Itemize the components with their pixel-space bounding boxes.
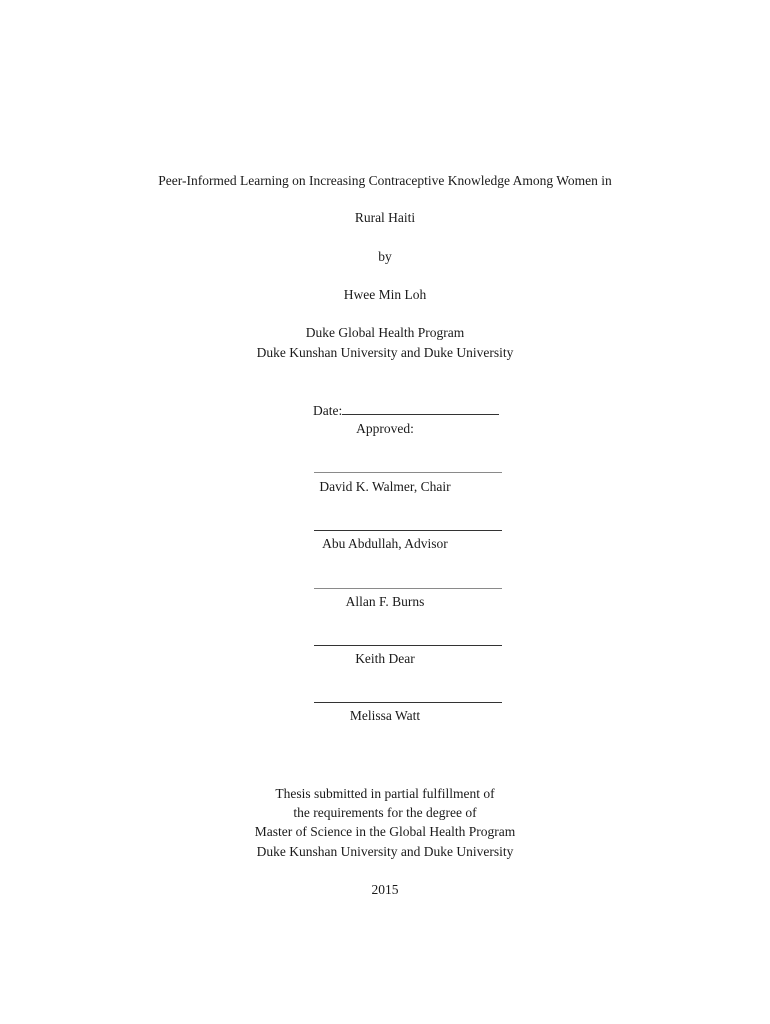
approved-label: Approved: [356, 421, 414, 436]
committee-member-5: Melissa Watt [349, 708, 421, 723]
signature-line-3 [314, 588, 502, 589]
committee-member-3: Allan F. Burns [345, 594, 425, 609]
thesis-title-line-2: Rural Haiti [354, 210, 416, 225]
signature-line-4 [314, 645, 502, 646]
author-name: Hwee Min Loh [343, 287, 427, 302]
signature-line-2 [314, 530, 502, 531]
committee-member-1: David K. Walmer, Chair [319, 479, 451, 494]
committee-member-4: Keith Dear [355, 651, 415, 666]
program-line-2: Duke Kunshan University and Duke University [256, 345, 514, 360]
submission-line-3: Master of Science in the Global Health Program [254, 824, 516, 839]
year: 2015 [371, 882, 399, 897]
thesis-title-line-1: Peer-Informed Learning on Increasing Contraceptive Knowledge Among Women in [158, 173, 612, 188]
date-field [313, 401, 499, 420]
signature-line-1 [314, 472, 502, 473]
date-signature-line [342, 401, 499, 415]
committee-member-2: Abu Abdullah, Advisor [322, 536, 448, 551]
date-label: Date: [313, 403, 343, 418]
program-line-1: Duke Global Health Program [305, 325, 465, 340]
by-label: by [378, 249, 392, 264]
submission-line-1: Thesis submitted in partial fulfillment of [275, 786, 495, 801]
signature-line-5 [314, 702, 502, 703]
submission-line-4: Duke Kunshan University and Duke University [256, 844, 514, 859]
submission-line-2: the requirements for the degree of [293, 805, 477, 820]
